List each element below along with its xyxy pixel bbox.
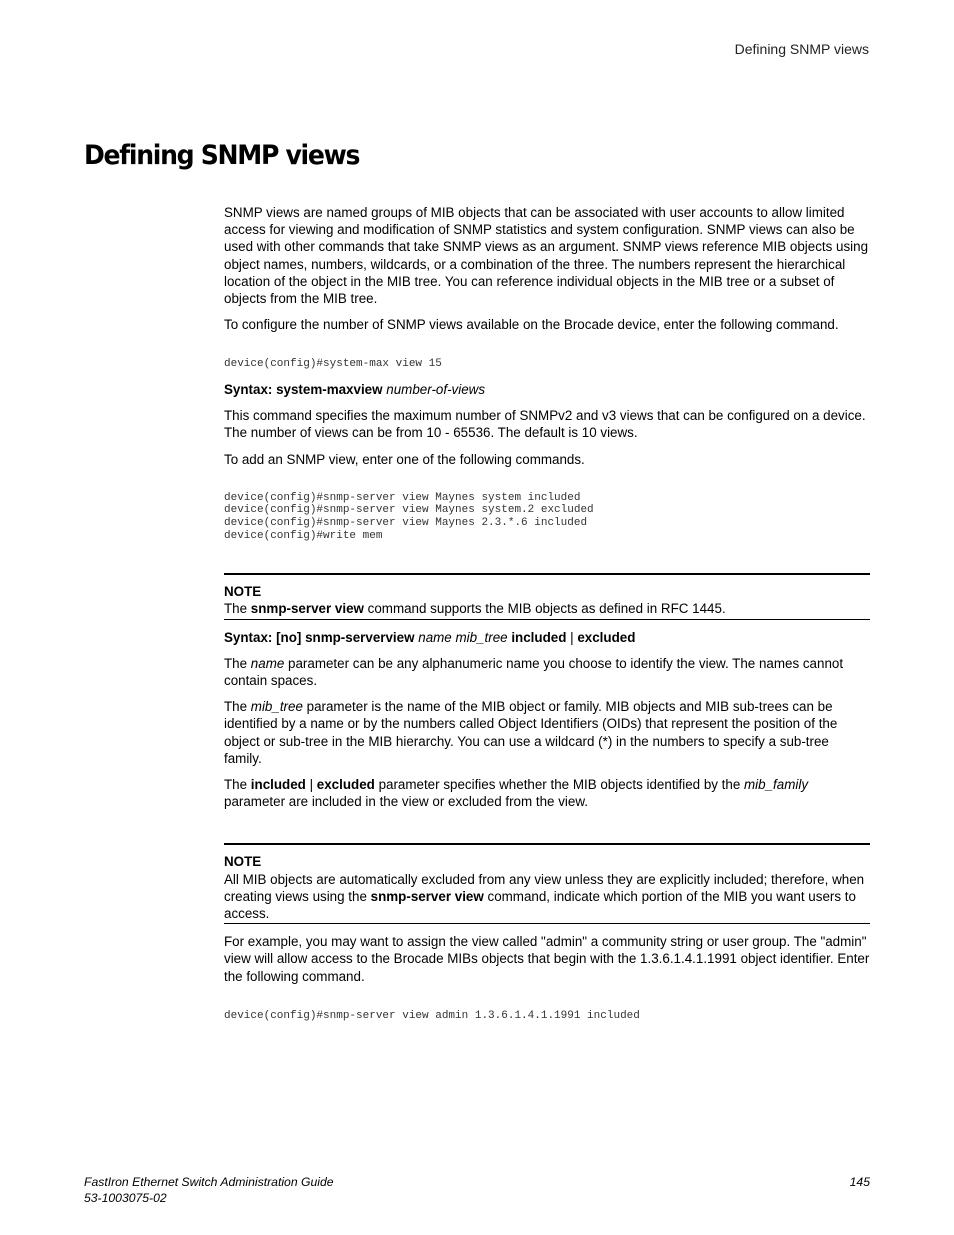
note-rfc-1445: NOTE The snmp-server view command supports the MIB objects as defined in RFC 1445. [224,573,870,619]
note-command: snmp-server view [370,888,484,904]
running-header: Defining SNMP views [734,41,869,57]
configure-views-paragraph: To configure the number of SNMP views available on the Brocade device, enter the following command. [224,317,839,333]
page-footer [84,1175,870,1206]
note-command: snmp-server view [250,601,364,617]
code-line: device(config)#snmp-server view Maynes system.2 excluded [224,504,594,517]
syntax-label: Syntax: system-maxview [224,382,383,398]
mib-tree-param-paragraph: The mib_tree parameter is the name of the MIB object or family. MIB objects and MIB sub-trees can be identified by a name or by the numbers called Object Identifiers (OIDs) that represent the position of the object or sub-tree in the MIB hierarchy. You can use a wildcard (*) in the numbers to specify a sub-tree family. [224,699,838,766]
included-excluded-paragraph: The included | excluded parameter specifies whether the MIB objects identified by the mib_family parameter are included in the view or excluded from the view. [224,777,809,810]
footer-doc-number: 53-1003075-02 [84,1190,167,1205]
intro-paragraph: SNMP views are named groups of MIB objects that can be associated with user accounts to allow limited access for viewing and modification of SNMP statistics and system configuration. SNMP views can also be used with other commands that take SNMP views as an argument. SNMP views reference MIB objects using object names, numbers, wildcards, or a combination of the three. The numbers represent the hierarchical location of the object in the MIB tree. You can reference individual objects in the MIB tree or a subset of objects from the MIB tree. [224,205,869,307]
max-views-paragraph: This command specifies the maximum number of SNMPv2 and v3 views that can be configured on a device. The number of views can be from 10 - 65536. The default is 10 views. [224,408,866,441]
code-line: device(config)#snmp-server view Maynes system included [224,491,581,504]
note-title: NOTE [224,854,262,870]
syntax-snmp-serverview: Syntax: [no] snmp-serverview name mib_tree included | excluded [224,629,636,645]
code-block-admin-view [224,1010,870,1023]
syntax-excluded: excluded [577,629,636,645]
code-line: device(config)#system-max view 15 [224,358,442,371]
syntax-param: number-of-views [386,382,486,398]
page-title: Defining SNMP views [84,140,360,171]
note-title: NOTE [224,584,262,600]
syntax-included: included [511,629,567,645]
syntax-name-param: name [418,629,452,645]
name-param-paragraph: The name parameter can be any alphanumeric name you choose to identify the view. The names cannot contain spaces. [224,655,844,689]
code-line: device(config)#snmp-server view admin 1.3.6.1.4.1.1991 included [224,1009,640,1022]
code-block-system-max [224,358,870,371]
code-block-snmp-server-view [224,492,870,542]
footer-guide-title: FastIron Ethernet Switch Administration Guide [84,1175,334,1189]
code-line: device(config)#snmp-server view Maynes 2.3.*.6 included [224,517,588,530]
syntax-system-maxview [224,381,870,398]
example-paragraph: For example, you may want to assign the view called "admin" a community string or user group. The "admin" view will allow access to the Brocade MIBs objects that begin with the 1.3.6.1.4.1.1991 object identifier. Enter the following command. [224,934,870,984]
footer-page-number: 145 [849,1175,870,1189]
syntax-label: Syntax: [no] snmp-serverview [224,629,415,645]
main-content [224,204,870,1032]
code-line: device(config)#write mem [224,529,383,542]
note-excluded-by-default: NOTE All MIB objects are automatically excluded from any view unless they are explicitly included; therefore, when creating views using the snmp-server view command, indicate which portion of the MIB you want users to access. [224,843,870,924]
add-view-paragraph: To add an SNMP view, enter one of the following commands. [224,451,585,467]
syntax-mib-tree-param: mib_tree [455,629,508,645]
